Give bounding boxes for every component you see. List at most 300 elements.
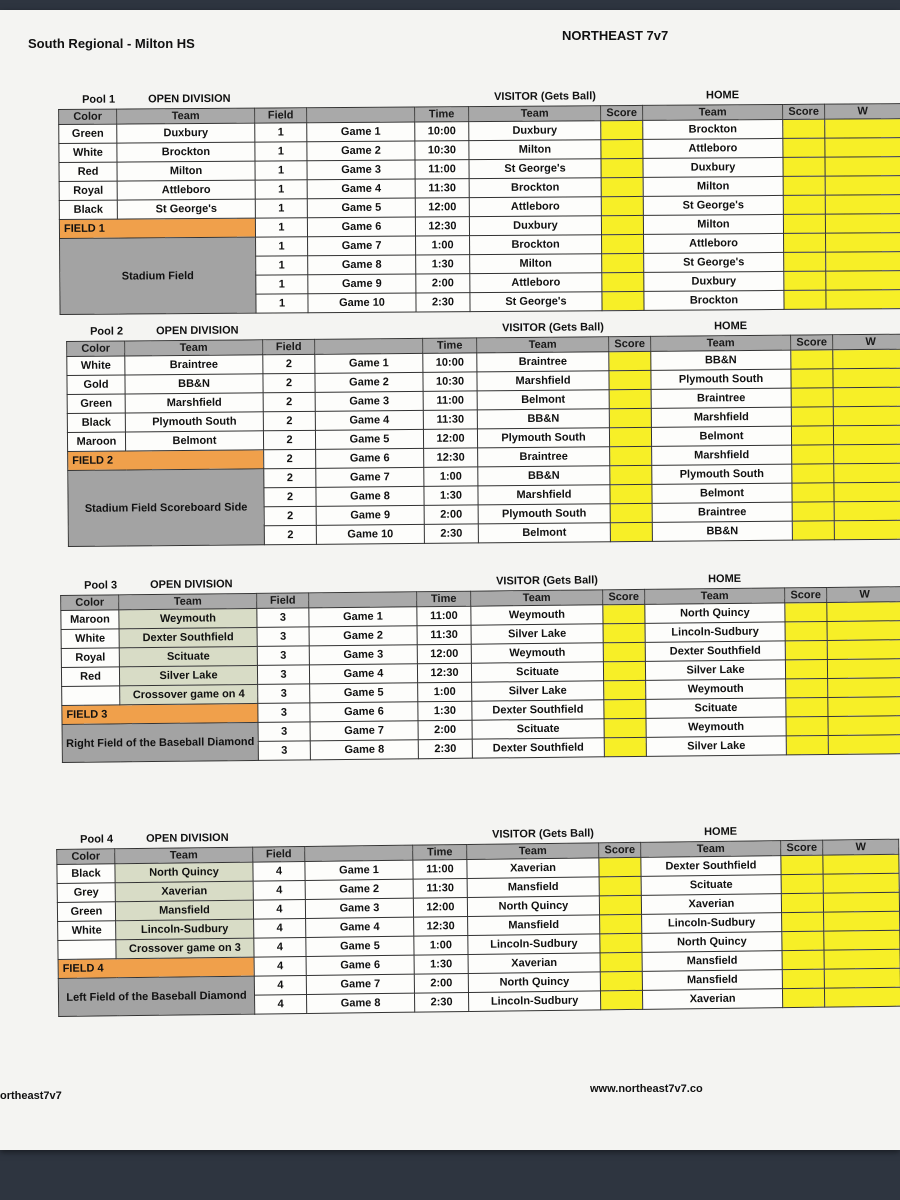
field-number: 2 bbox=[264, 506, 316, 525]
team-name: Mansfield bbox=[115, 900, 253, 921]
home-team: Plymouth South bbox=[652, 464, 792, 484]
home-score-cell[interactable] bbox=[783, 138, 825, 157]
crossover-note: Crossover game on 3 bbox=[116, 938, 254, 959]
visitor-team: North Quincy bbox=[468, 972, 600, 993]
col-score-header: Score bbox=[609, 336, 651, 351]
team-color: Black bbox=[57, 864, 115, 884]
home-score-cell[interactable] bbox=[791, 369, 833, 388]
game-label: Game 1 bbox=[315, 353, 423, 373]
home-score-cell[interactable] bbox=[784, 233, 826, 252]
visitor-score-cell[interactable] bbox=[603, 604, 645, 623]
visitor-team: Plymouth South bbox=[477, 428, 609, 448]
home-team: Lincoln-Sudbury bbox=[645, 622, 785, 642]
home-team: Lincoln-Sudbury bbox=[642, 913, 782, 934]
pool-1-section bbox=[58, 86, 900, 322]
division-label: OPEN DIVISION bbox=[156, 324, 239, 338]
game-label: Game 6 bbox=[307, 217, 415, 237]
home-team: Attleboro bbox=[644, 233, 784, 253]
visitor-score-cell[interactable] bbox=[601, 177, 643, 196]
game-label: Game 3 bbox=[307, 160, 415, 180]
visitor-score-cell[interactable] bbox=[609, 351, 651, 370]
field-number: 2 bbox=[263, 373, 315, 392]
winner-cell[interactable] bbox=[833, 425, 900, 445]
visitor-score-cell[interactable] bbox=[601, 196, 643, 215]
visitor-score-cell[interactable] bbox=[604, 737, 646, 756]
game-time: 2:30 bbox=[424, 524, 478, 543]
home-team: BB&N bbox=[652, 521, 792, 541]
col-field-header: Field bbox=[253, 846, 305, 862]
visitor-score-cell[interactable] bbox=[601, 158, 643, 177]
game-time: 1:30 bbox=[418, 701, 472, 721]
field-number: 2 bbox=[263, 392, 315, 411]
home-score-cell[interactable] bbox=[783, 214, 825, 233]
winner-cell[interactable] bbox=[827, 621, 900, 641]
visitor-team: Duxbury bbox=[469, 216, 601, 236]
home-team: Xaverian bbox=[641, 894, 781, 915]
home-score-cell[interactable] bbox=[782, 931, 824, 951]
division-label: OPEN DIVISION bbox=[150, 578, 233, 592]
home-score-cell[interactable] bbox=[783, 195, 825, 214]
game-time: 12:30 bbox=[414, 916, 468, 936]
winner-cell[interactable] bbox=[825, 176, 900, 196]
winner-cell[interactable] bbox=[827, 659, 900, 679]
visitor-score-cell[interactable] bbox=[609, 389, 651, 408]
game-label: Game 2 bbox=[307, 141, 415, 161]
field-number: 4 bbox=[254, 975, 306, 995]
col-score-header: Score bbox=[791, 335, 833, 350]
home-team: Brockton bbox=[644, 290, 784, 310]
visitor-team: Lincoln-Sudbury bbox=[468, 934, 600, 955]
visitor-label: VISITOR (Gets Ball) bbox=[491, 827, 595, 841]
home-team: BB&N bbox=[651, 350, 791, 370]
visitor-score-cell[interactable] bbox=[610, 446, 652, 465]
home-score-cell[interactable] bbox=[782, 988, 824, 1008]
field-number: 1 bbox=[256, 275, 308, 294]
winner-cell[interactable] bbox=[834, 463, 900, 483]
winner-cell[interactable] bbox=[824, 968, 900, 988]
col-time-header: Time bbox=[417, 591, 471, 607]
col-time-header: Time bbox=[415, 107, 469, 122]
winner-cell[interactable] bbox=[825, 119, 900, 139]
team-color: White bbox=[67, 356, 125, 376]
col-home-team-header: Team bbox=[641, 841, 781, 858]
team-name: St George's bbox=[117, 199, 255, 219]
footer-website: www.northeast7v7.co bbox=[590, 1083, 703, 1095]
visitor-score-cell[interactable] bbox=[603, 623, 645, 642]
visitor-score-cell[interactable] bbox=[601, 139, 643, 158]
field-number: 1 bbox=[255, 161, 307, 180]
home-score-cell[interactable] bbox=[791, 388, 833, 407]
pool-name: Pool 4 bbox=[80, 833, 114, 846]
home-team: St George's bbox=[644, 252, 784, 272]
visitor-label: VISITOR (Gets Ball) bbox=[494, 90, 596, 103]
home-score-cell[interactable] bbox=[785, 621, 827, 640]
team-name: Duxbury bbox=[117, 123, 255, 143]
visitor-score-cell[interactable] bbox=[602, 272, 644, 291]
visitor-team: Duxbury bbox=[469, 121, 601, 141]
home-score-cell[interactable] bbox=[785, 640, 827, 659]
field-number: 1 bbox=[256, 237, 308, 256]
game-time: 1:30 bbox=[416, 255, 470, 274]
game-time: 1:00 bbox=[424, 467, 478, 486]
visitor-score-cell[interactable] bbox=[610, 503, 652, 522]
col-field-header: Field bbox=[263, 339, 315, 354]
game-label: Game 3 bbox=[305, 898, 413, 918]
game-time: 11:00 bbox=[423, 391, 477, 410]
field-number: 2 bbox=[263, 354, 315, 373]
team-color: Red bbox=[59, 162, 117, 181]
home-team: Silver Lake bbox=[646, 736, 786, 756]
visitor-team: BB&N bbox=[477, 409, 609, 429]
field-number: 3 bbox=[257, 627, 309, 647]
home-team: Brockton bbox=[643, 119, 783, 139]
field-number: 1 bbox=[256, 294, 308, 313]
crossover-note: Crossover game on 4 bbox=[120, 684, 258, 704]
winner-cell[interactable] bbox=[824, 911, 900, 931]
winner-cell[interactable] bbox=[826, 233, 900, 253]
col-home-team-header: Team bbox=[643, 104, 783, 120]
home-score-cell[interactable] bbox=[783, 157, 825, 176]
col-score-header: Score bbox=[603, 589, 645, 604]
winner-cell[interactable] bbox=[834, 444, 900, 464]
col-color-header: Color bbox=[61, 595, 119, 611]
game-time: 1:30 bbox=[414, 954, 468, 974]
winner-cell[interactable] bbox=[823, 854, 899, 874]
team-name: Scituate bbox=[119, 646, 257, 666]
game-label: Game 5 bbox=[315, 429, 423, 449]
winner-cell[interactable] bbox=[828, 678, 900, 698]
col-score-header: Score bbox=[785, 587, 827, 602]
game-label: Game 7 bbox=[310, 721, 418, 741]
game-time: 1:00 bbox=[414, 935, 468, 955]
home-score-cell[interactable] bbox=[792, 445, 834, 464]
visitor-team: Braintree bbox=[478, 447, 610, 467]
home-score-cell[interactable] bbox=[782, 950, 824, 970]
home-score-cell[interactable] bbox=[792, 502, 834, 521]
home-score-cell[interactable] bbox=[782, 912, 824, 932]
visitor-score-cell[interactable] bbox=[604, 699, 646, 718]
home-score-cell[interactable] bbox=[783, 176, 825, 195]
home-label: HOME bbox=[707, 572, 742, 586]
col-w-header: W bbox=[833, 334, 900, 350]
team-color bbox=[62, 686, 120, 706]
winner-cell[interactable] bbox=[824, 949, 900, 969]
home-score-cell[interactable] bbox=[786, 735, 828, 754]
game-label: Game 5 bbox=[306, 936, 414, 956]
col-color-header: Color bbox=[59, 109, 117, 124]
game-label: Game 2 bbox=[309, 626, 417, 646]
team-name: Braintree bbox=[125, 355, 263, 375]
visitor-team: Silver Lake bbox=[471, 624, 603, 644]
visitor-team: Dexter Southfield bbox=[472, 738, 604, 758]
home-team: Dexter Southfield bbox=[645, 641, 785, 661]
game-label: Game 4 bbox=[315, 410, 423, 430]
home-label: HOME bbox=[703, 825, 738, 839]
game-label: Game 9 bbox=[308, 274, 416, 294]
home-score-cell[interactable] bbox=[791, 407, 833, 426]
winner-cell[interactable] bbox=[824, 987, 900, 1007]
visitor-score-cell[interactable] bbox=[609, 370, 651, 389]
home-team: North Quincy bbox=[642, 932, 782, 953]
visitor-score-cell[interactable] bbox=[604, 718, 646, 737]
visitor-team: Mansfield bbox=[467, 877, 599, 898]
home-score-cell[interactable] bbox=[791, 426, 833, 445]
visitor-score-cell[interactable] bbox=[603, 642, 645, 661]
visitor-score-cell[interactable] bbox=[603, 661, 645, 680]
home-team: Marshfield bbox=[652, 445, 792, 465]
visitor-team: Scituate bbox=[471, 662, 603, 682]
visitor-team: Marshfield bbox=[477, 371, 609, 391]
home-team: Dexter Southfield bbox=[641, 856, 781, 877]
winner-cell[interactable] bbox=[825, 157, 900, 177]
game-label: Game 3 bbox=[309, 645, 417, 665]
home-label: HOME bbox=[713, 320, 748, 333]
brand-title: NORTHEAST 7v7 bbox=[562, 28, 669, 43]
home-score-cell[interactable] bbox=[792, 483, 834, 502]
game-time: 12:00 bbox=[415, 198, 469, 217]
col-color-header: Color bbox=[57, 849, 115, 865]
game-label: Game 7 bbox=[306, 974, 414, 994]
pool-3-section bbox=[60, 569, 900, 808]
home-score-cell[interactable] bbox=[781, 893, 823, 913]
game-time: 10:30 bbox=[415, 141, 469, 160]
col-field-header: Field bbox=[255, 108, 307, 123]
game-label: Game 8 bbox=[307, 993, 415, 1013]
visitor-score-cell[interactable] bbox=[602, 234, 644, 253]
game-label: Game 1 bbox=[307, 122, 415, 142]
winner-cell[interactable] bbox=[825, 214, 900, 234]
home-score-cell[interactable] bbox=[781, 855, 823, 875]
home-score-cell[interactable] bbox=[785, 659, 827, 678]
visitor-team: Weymouth bbox=[471, 643, 603, 663]
winner-cell[interactable] bbox=[833, 406, 900, 426]
winner-cell[interactable] bbox=[834, 501, 900, 521]
visitor-score-cell[interactable] bbox=[610, 522, 652, 541]
game-label: Game 8 bbox=[310, 740, 418, 760]
visitor-team: Milton bbox=[470, 254, 602, 274]
field-number: 4 bbox=[253, 880, 305, 900]
team-color: Grey bbox=[57, 883, 115, 903]
visitor-score-cell[interactable] bbox=[602, 291, 644, 310]
col-score-header: Score bbox=[781, 840, 823, 856]
team-color: Green bbox=[67, 394, 125, 414]
winner-cell[interactable] bbox=[834, 520, 900, 540]
field-number: 4 bbox=[254, 918, 306, 938]
visitor-score-cell[interactable] bbox=[601, 215, 643, 234]
winner-cell[interactable] bbox=[825, 138, 900, 158]
pool-schedule-table bbox=[66, 334, 900, 547]
field-number: 2 bbox=[264, 449, 316, 468]
home-score-cell[interactable] bbox=[784, 252, 826, 271]
team-color: Royal bbox=[61, 648, 119, 668]
visitor-score-cell[interactable] bbox=[604, 680, 646, 699]
team-name: Marshfield bbox=[125, 393, 263, 413]
game-label: Game 4 bbox=[309, 664, 417, 684]
col-visitor-team-header: Team bbox=[477, 337, 609, 353]
pool-name: Pool 2 bbox=[90, 325, 124, 338]
team-name: BB&N bbox=[125, 374, 263, 394]
field-label: FIELD 2 bbox=[68, 450, 264, 471]
game-label: Game 5 bbox=[310, 683, 418, 703]
division-label: OPEN DIVISION bbox=[146, 831, 229, 845]
game-time: 2:30 bbox=[416, 293, 470, 312]
col-game-header bbox=[305, 845, 413, 861]
team-color: Green bbox=[59, 124, 117, 143]
visitor-score-cell[interactable] bbox=[601, 120, 643, 139]
field-number: 4 bbox=[254, 937, 306, 957]
home-team: Weymouth bbox=[646, 679, 786, 699]
winner-cell[interactable] bbox=[833, 349, 900, 369]
visitor-team: Attleboro bbox=[470, 273, 602, 293]
winner-cell[interactable] bbox=[826, 271, 900, 291]
winner-cell[interactable] bbox=[823, 892, 899, 912]
game-label: Game 4 bbox=[307, 179, 415, 199]
visitor-score-cell[interactable] bbox=[599, 895, 641, 915]
winner-cell[interactable] bbox=[833, 387, 900, 407]
field-number: 1 bbox=[255, 218, 307, 237]
game-label: Game 7 bbox=[308, 236, 416, 256]
home-team: Silver Lake bbox=[645, 660, 785, 680]
field-number: 2 bbox=[264, 468, 316, 487]
visitor-score-cell[interactable] bbox=[600, 933, 642, 953]
home-score-cell[interactable] bbox=[781, 874, 823, 894]
home-team: Duxbury bbox=[643, 157, 783, 177]
pool-name: Pool 3 bbox=[84, 579, 118, 592]
home-score-cell[interactable] bbox=[782, 969, 824, 989]
visitor-score-cell[interactable] bbox=[600, 952, 642, 972]
team-color bbox=[58, 940, 116, 960]
game-label: Game 8 bbox=[308, 255, 416, 275]
game-time: 11:30 bbox=[413, 878, 467, 898]
visitor-score-cell[interactable] bbox=[609, 408, 651, 427]
winner-cell[interactable] bbox=[833, 368, 900, 388]
team-name: Lincoln-Sudbury bbox=[116, 919, 254, 940]
col-time-header: Time bbox=[423, 338, 477, 353]
winner-cell[interactable] bbox=[825, 195, 900, 215]
visitor-score-cell[interactable] bbox=[600, 914, 642, 934]
winner-cell[interactable] bbox=[823, 873, 899, 893]
visitor-score-cell[interactable] bbox=[599, 876, 641, 896]
home-score-cell[interactable] bbox=[792, 521, 834, 540]
game-time: 11:30 bbox=[423, 410, 477, 429]
home-team: Milton bbox=[643, 214, 783, 234]
team-color: Gold bbox=[67, 375, 125, 395]
field-number: 1 bbox=[255, 199, 307, 218]
visitor-score-cell[interactable] bbox=[602, 253, 644, 272]
col-home-team-header: Team bbox=[651, 335, 791, 351]
winner-cell[interactable] bbox=[827, 640, 900, 660]
field-location: Stadium Field bbox=[60, 237, 257, 314]
col-team-header: Team bbox=[119, 593, 257, 609]
visitor-team: Belmont bbox=[478, 523, 610, 543]
game-time: 11:00 bbox=[413, 859, 467, 879]
col-team-header: Team bbox=[117, 108, 255, 124]
footer-handle: ortheast7v7 bbox=[0, 1090, 62, 1102]
visitor-team: Belmont bbox=[477, 390, 609, 410]
winner-cell[interactable] bbox=[828, 697, 900, 717]
home-score-cell[interactable] bbox=[792, 464, 834, 483]
winner-cell[interactable] bbox=[824, 930, 900, 950]
visitor-score-cell[interactable] bbox=[610, 465, 652, 484]
home-team: Braintree bbox=[651, 388, 791, 408]
game-time: 10:30 bbox=[423, 372, 477, 391]
field-number: 2 bbox=[264, 525, 316, 544]
home-team: Scituate bbox=[641, 875, 781, 896]
division-label: OPEN DIVISION bbox=[148, 92, 231, 106]
winner-cell[interactable] bbox=[826, 290, 900, 310]
game-time: 11:30 bbox=[417, 625, 471, 645]
col-score-header: Score bbox=[601, 105, 643, 120]
winner-cell[interactable] bbox=[827, 602, 900, 622]
col-w-header: W bbox=[823, 839, 899, 855]
home-score-cell[interactable] bbox=[784, 290, 826, 309]
winner-cell[interactable] bbox=[828, 735, 900, 755]
visitor-team: Xaverian bbox=[468, 953, 600, 974]
field-number: 4 bbox=[255, 994, 307, 1014]
game-time: 11:00 bbox=[415, 160, 469, 179]
visitor-score-cell[interactable] bbox=[610, 484, 652, 503]
home-score-cell[interactable] bbox=[786, 678, 828, 697]
visitor-team: Scituate bbox=[472, 719, 604, 739]
col-w-header: W bbox=[827, 587, 900, 603]
visitor-score-cell[interactable] bbox=[600, 971, 642, 991]
home-score-cell[interactable] bbox=[786, 716, 828, 735]
game-label: Game 7 bbox=[316, 467, 424, 487]
visitor-score-cell[interactable] bbox=[599, 857, 641, 877]
game-time: 2:00 bbox=[418, 720, 472, 740]
team-color: Black bbox=[59, 200, 117, 219]
field-label: FIELD 1 bbox=[59, 218, 255, 238]
home-score-cell[interactable] bbox=[784, 271, 826, 290]
field-number: 3 bbox=[258, 722, 310, 742]
home-team: Plymouth South bbox=[651, 369, 791, 389]
game-label: Game 6 bbox=[306, 955, 414, 975]
visitor-team: Dexter Southfield bbox=[472, 700, 604, 720]
field-label: FIELD 3 bbox=[62, 703, 258, 724]
game-time: 1:00 bbox=[416, 236, 470, 255]
field-number: 1 bbox=[255, 180, 307, 199]
col-game-header bbox=[307, 107, 415, 123]
winner-cell[interactable] bbox=[826, 252, 900, 272]
visitor-score-cell[interactable] bbox=[600, 990, 642, 1010]
visitor-team: BB&N bbox=[478, 466, 610, 486]
winner-cell[interactable] bbox=[828, 716, 900, 736]
team-color: Red bbox=[61, 667, 119, 687]
home-label: HOME bbox=[705, 89, 740, 102]
pool-schedule-table bbox=[56, 839, 900, 1017]
pool-schedule-table bbox=[58, 103, 900, 315]
pool-4-section bbox=[56, 822, 900, 1062]
home-score-cell[interactable] bbox=[783, 119, 825, 138]
visitor-team: Marshfield bbox=[478, 485, 610, 505]
field-location: Stadium Field Scoreboard Side bbox=[68, 469, 265, 547]
home-team: Weymouth bbox=[646, 717, 786, 737]
visitor-team: Lincoln-Sudbury bbox=[468, 991, 600, 1012]
game-label: Game 10 bbox=[316, 524, 424, 544]
col-visitor-team-header: Team bbox=[471, 590, 603, 606]
col-team-header: Team bbox=[125, 340, 263, 356]
visitor-team: Brockton bbox=[469, 178, 601, 198]
visitor-score-cell[interactable] bbox=[609, 427, 651, 446]
home-score-cell[interactable] bbox=[785, 602, 827, 621]
visitor-team: Plymouth South bbox=[478, 504, 610, 524]
game-label: Game 9 bbox=[316, 505, 424, 525]
winner-cell[interactable] bbox=[834, 482, 900, 502]
game-time: 12:00 bbox=[423, 429, 477, 448]
game-label: Game 4 bbox=[306, 917, 414, 937]
home-score-cell[interactable] bbox=[791, 350, 833, 369]
home-score-cell[interactable] bbox=[786, 697, 828, 716]
